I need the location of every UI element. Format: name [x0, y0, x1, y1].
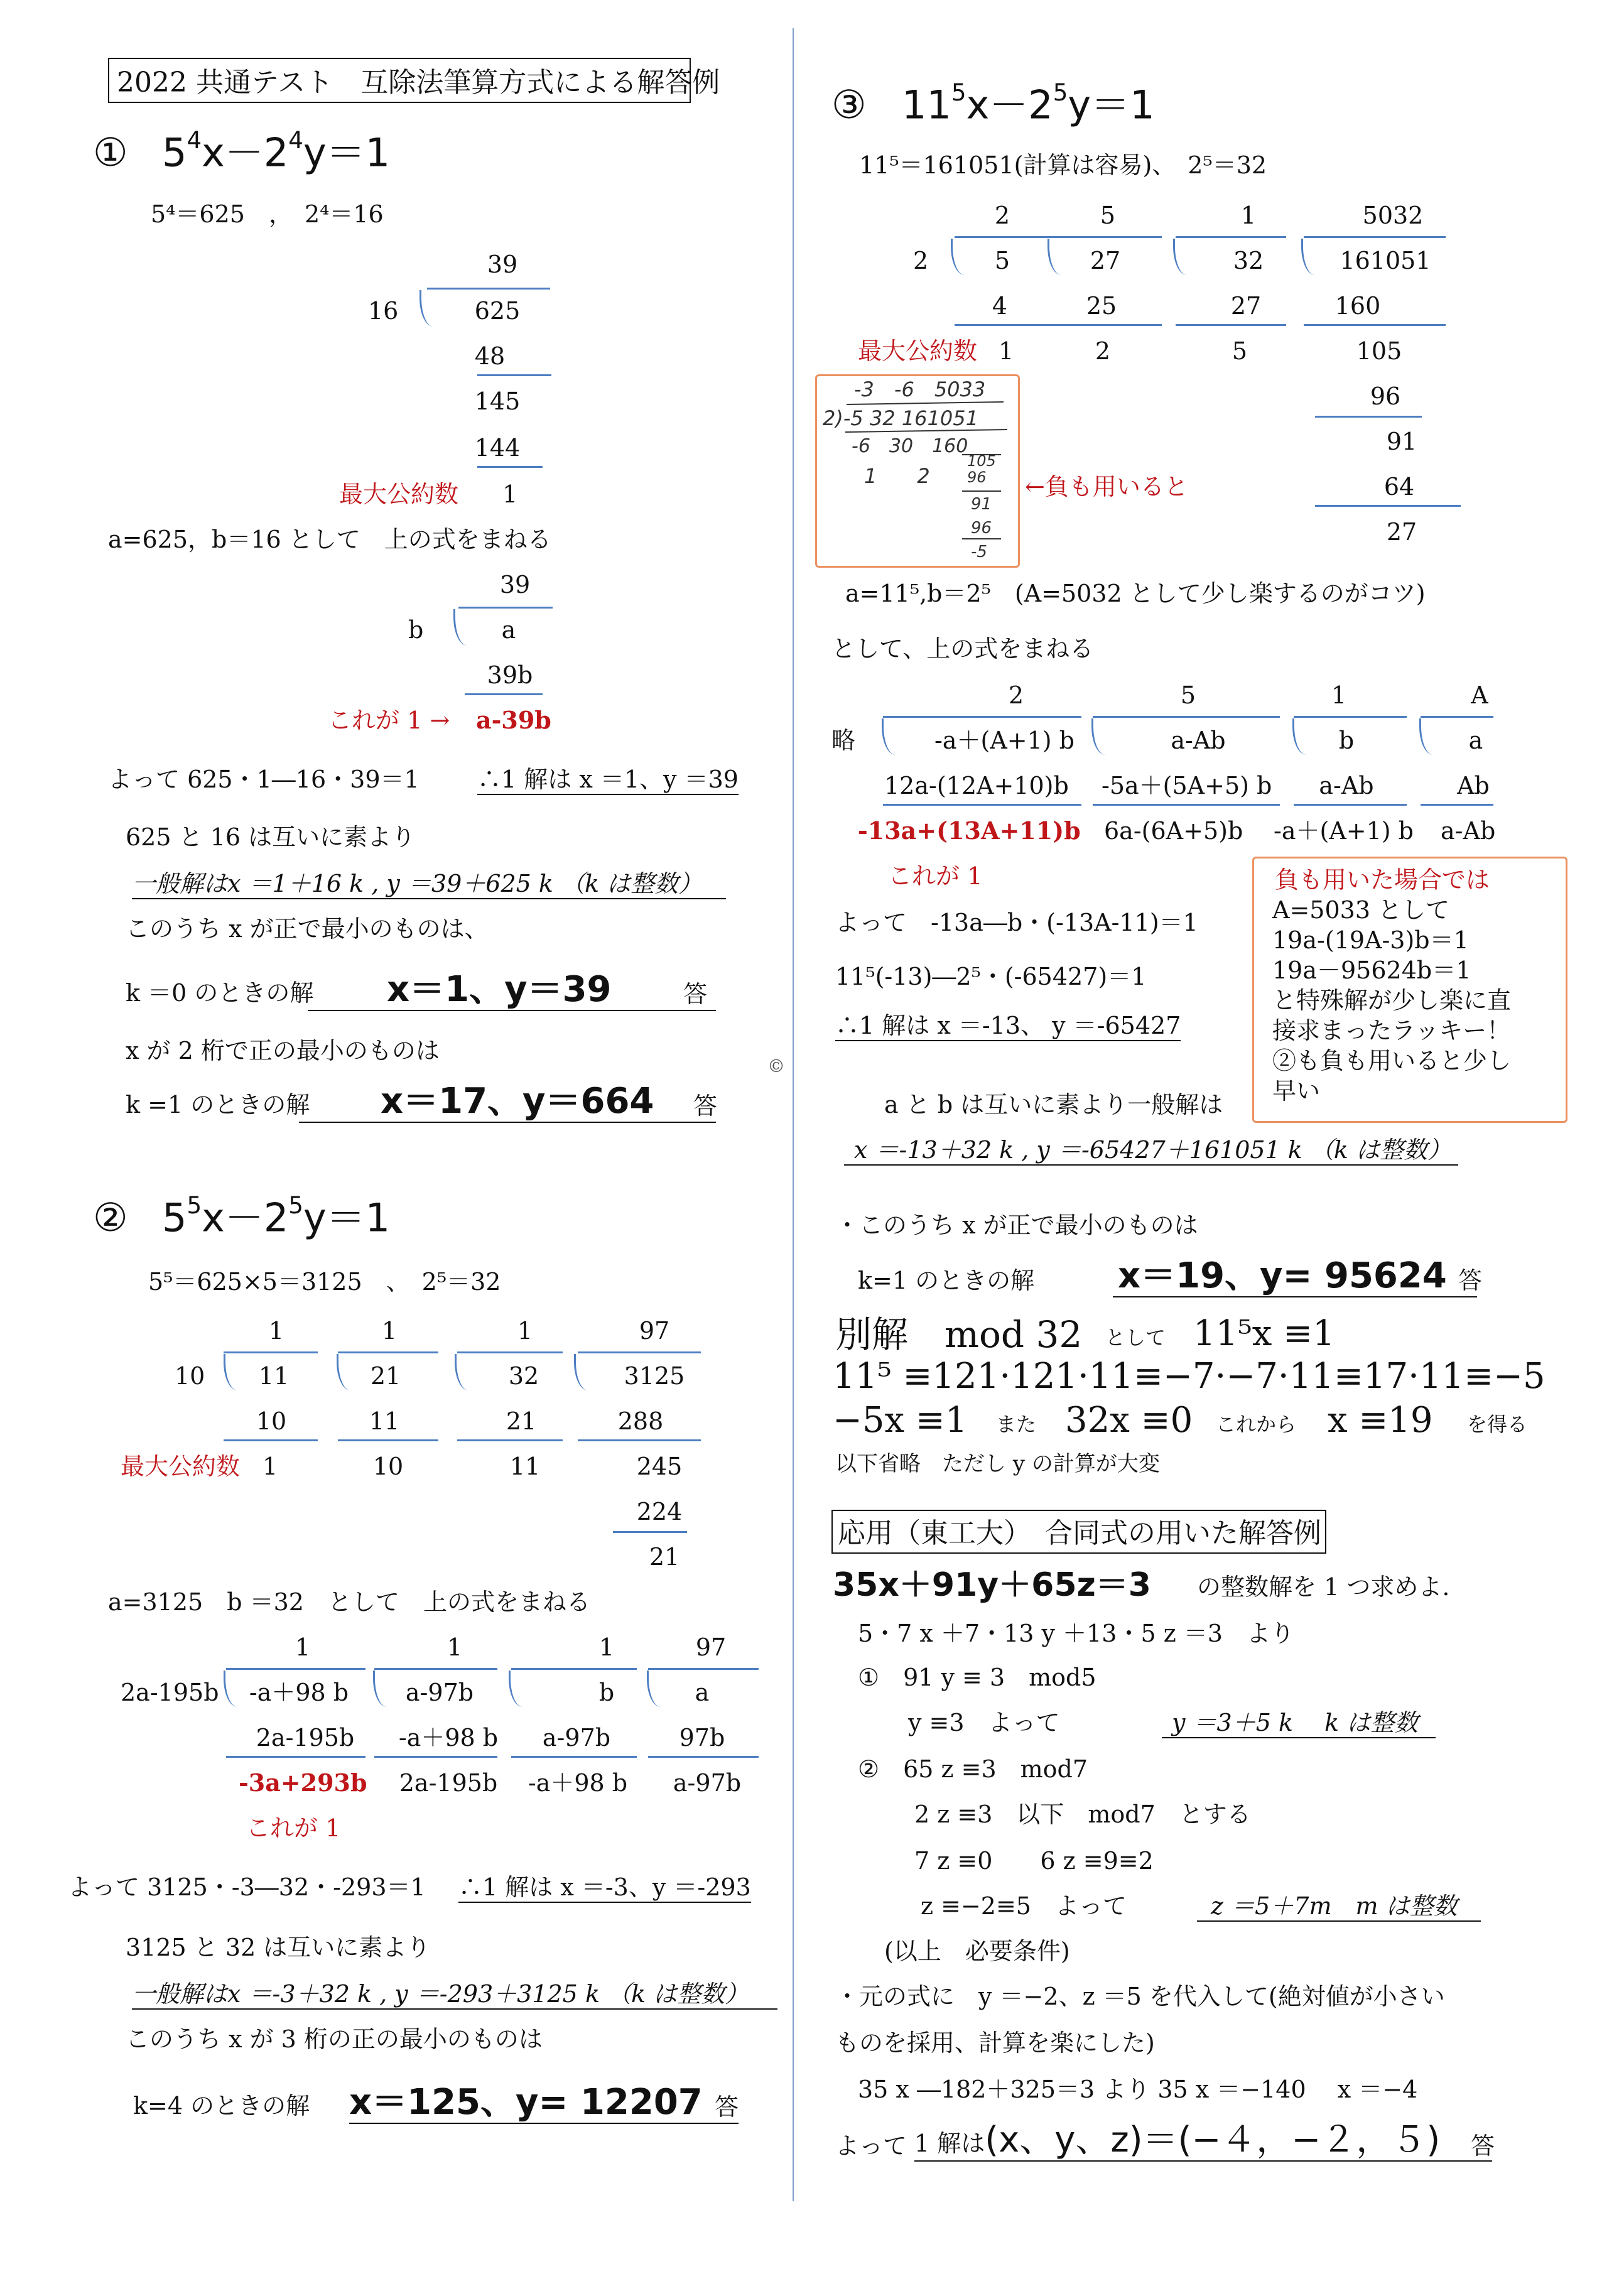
p3-aq1: 2 — [1008, 681, 1024, 709]
p3-powers: 11⁵＝161051(計算は容易)、 2⁵＝32 — [859, 151, 1267, 179]
p2-ar1: -3a+293b — [239, 1768, 367, 1797]
p3-bar2-d — [1304, 324, 1446, 326]
p1-dividend: 625 — [474, 297, 521, 325]
p2-so: よって 3125・-3―32・-293＝1 — [68, 1873, 426, 1901]
app-c2-ans: z ＝5＋7m m は整数 — [1197, 1894, 1481, 1922]
p2-bar2-a — [224, 1439, 318, 1441]
p2-ap4: 97b — [679, 1724, 725, 1752]
p3-r1: 1 — [999, 337, 1014, 365]
hand-rems: 1 2 — [864, 464, 930, 488]
p1-coprime: 625 と 16 は互いに素より — [126, 823, 416, 851]
p3-ap3: a-Ab — [1319, 772, 1374, 799]
p3-coprime: a と b は互いに素より一般解は — [884, 1091, 1223, 1118]
p3-abar-d — [1421, 716, 1493, 718]
p2-solution: ∴1 解は x ＝-3、y ＝-293 — [458, 1875, 751, 1903]
p2-equation: $5^5x-2^5y=1$ — [162, 1191, 391, 1241]
p3-aq2: 5 — [1180, 681, 1196, 709]
p2-r6: 21 — [649, 1543, 680, 1571]
p3-ap2: -5a＋(5A+5) b — [1102, 772, 1272, 799]
p3-abar2-a — [883, 804, 1081, 806]
p2-aq2: 1 — [447, 1633, 463, 1661]
p2-ap2: -a＋98 b — [398, 1724, 499, 1752]
p1-general: 一般解はx ＝1＋16 k , y ＝39＋625 k （k は整数） — [132, 872, 726, 899]
p2-ans-mark: 答 — [715, 2093, 739, 2121]
p2-n3: 32 — [508, 1362, 539, 1390]
p2-r4: 245 — [636, 1453, 683, 1480]
p2-bar2-c — [457, 1439, 563, 1441]
p1-a-dividend: a — [501, 616, 516, 644]
p3-abracket-a — [882, 718, 896, 755]
p1-subst: a=625，b＝16 として 上の式をまねる — [108, 526, 551, 553]
p3-aleft: 略 — [831, 727, 856, 754]
p3-box-l2: A=5033 として — [1272, 896, 1450, 924]
hand-c5: -5 — [971, 543, 987, 561]
app-so: よって — [835, 2132, 907, 2160]
p3-bar-b — [1051, 236, 1162, 238]
alt-c1: 11⁵x ≡1 — [1193, 1313, 1335, 1354]
column-divider — [793, 28, 794, 2201]
p1-a-quotient: 39 — [499, 571, 531, 598]
p3-n3: 32 — [1233, 247, 1264, 274]
p3-min: ・このうち x が正で最小のものは — [835, 1211, 1198, 1239]
copyright-mark: © — [767, 1056, 785, 1076]
p3-bar-d — [1304, 236, 1446, 238]
p2-bar2-b — [338, 1439, 438, 1441]
p3-number: ③ — [831, 82, 867, 127]
alt-label: 別解 mod 32 — [835, 1313, 1083, 1356]
p2-ap3: a-97b — [542, 1724, 611, 1752]
p1-a-bar2 — [465, 693, 543, 695]
p2-k4: k=4 のときの解 — [133, 2092, 310, 2120]
p3-q4: 5032 — [1362, 202, 1424, 229]
p2-r2: 10 — [372, 1453, 404, 1480]
alt-t3: これから — [1216, 1412, 1297, 1436]
p1-r2: 145 — [474, 387, 521, 415]
p3-r8: 27 — [1386, 518, 1417, 546]
p2-ar4: a-97b — [673, 1769, 742, 1797]
p3-box-l3: 19a-(19A-3)b＝1 — [1272, 926, 1469, 954]
app-equation: 35x＋91y＋65z＝3 — [833, 1566, 1151, 1604]
p3-an4: a — [1468, 727, 1483, 754]
p1-divisor: 16 — [368, 297, 399, 325]
p3-box-l5: と特殊解が少し楽に直 — [1272, 987, 1512, 1014]
p2-n2: 21 — [370, 1362, 401, 1390]
app-ans-mark: 答 — [1471, 2132, 1495, 2160]
p2-abar-d — [648, 1668, 759, 1670]
p3-bar4 — [1315, 505, 1461, 507]
p3-bar2-c — [1176, 324, 1286, 326]
p1-a-divisor: b — [408, 616, 424, 644]
hand-prods: -6 30 160 — [852, 435, 968, 457]
p3-p2: 25 — [1086, 292, 1117, 320]
p3-n1: 5 — [994, 247, 1010, 274]
p2-r3: 11 — [509, 1453, 541, 1480]
p3-abar-c — [1294, 716, 1407, 718]
p3-box-l6: 接求まったラッキー！ — [1272, 1017, 1511, 1044]
p3-r4: 105 — [1356, 337, 1402, 365]
p2-aq3: 1 — [598, 1633, 615, 1661]
p3-abar-b — [1093, 716, 1280, 718]
p1-k0: k ＝0 のときの解 — [126, 979, 314, 1007]
p2-q4: 97 — [639, 1317, 670, 1345]
p2-gcd-label: 最大公約数 — [121, 1453, 241, 1480]
p2-p2: 11 — [369, 1407, 400, 1435]
p1-ans-mark1: 答 — [683, 980, 708, 1008]
p3-r7: 64 — [1383, 473, 1415, 501]
p3-q2: 5 — [1100, 202, 1116, 229]
p3-bar2-b — [1051, 324, 1162, 326]
p3-abracket-b — [1091, 718, 1105, 755]
p3-solution: ∴1 解は x ＝-13、 y ＝-65427 — [835, 1014, 1181, 1041]
p3-bar2-a — [955, 324, 1055, 326]
p3-left: 2 — [913, 247, 929, 274]
p1-k1: k =1 のときの解 — [126, 1091, 310, 1118]
p2-q3: 1 — [517, 1317, 533, 1345]
p2-abar-b — [374, 1668, 497, 1670]
p2-abar2-d — [648, 1756, 759, 1758]
p3-ar2: 6a-(6A+5)b — [1104, 817, 1243, 845]
p1-number: ① — [93, 129, 128, 175]
p2-aleft: 2a-195b — [121, 1679, 219, 1706]
p3-subst2: として、上の式をまねる — [831, 635, 1094, 663]
p1-note: これが 1 → — [328, 707, 450, 734]
alt-c4: 32x ≡0 — [1065, 1400, 1193, 1441]
p2-q1: 1 — [268, 1317, 284, 1345]
p3-aq3: 1 — [1331, 681, 1347, 709]
p3-box-l8: 早い — [1272, 1077, 1321, 1105]
app-c1-ans: y ＝3＋5 k k は整数 — [1162, 1711, 1436, 1738]
alt-c5: x ≡19 — [1328, 1400, 1433, 1441]
p1-powers: 5⁴＝625 ， 2⁴＝16 — [151, 200, 384, 228]
hand-c2: 96 — [967, 468, 987, 486]
p3-ap1: 12a-(12A+10)b — [884, 772, 1069, 799]
p3-so2: 11⁵(-13)―2⁵・(-65427)＝1 — [835, 963, 1147, 990]
p2-p4: 288 — [617, 1407, 664, 1435]
p3-r5: 96 — [1370, 382, 1401, 410]
p1-a-bar — [458, 607, 553, 609]
p3-bar3 — [1315, 416, 1422, 418]
p2-q2: 1 — [381, 1317, 398, 1345]
p2-n1: 11 — [258, 1362, 290, 1390]
p2-bar-a — [224, 1351, 318, 1353]
app-calc: 35 x ―182＋325＝3 より 35 x ＝−140 x ＝−4 — [858, 2076, 1418, 2103]
p2-p1: 10 — [256, 1407, 287, 1435]
p3-aq4: A — [1471, 681, 1488, 709]
p3-answer: x＝19、y= 95624 — [1113, 1259, 1477, 1297]
p3-so1: よって -13a―b・(-13A-11)＝1 — [835, 909, 1198, 936]
app-sub2: ものを採用、計算を楽にした) — [835, 2029, 1155, 2057]
p2-n4: 3125 — [624, 1362, 685, 1390]
p1-bar3 — [477, 466, 543, 468]
p2-abracket-c — [509, 1671, 522, 1707]
app-c2: ② 65 z ≡3 mod7 — [858, 1755, 1088, 1783]
app-title: 応用（東工大） 合同式の用いた解答例 — [838, 1517, 1321, 1549]
app-c2c: 7 z ≡0 6 z ≡9≡2 — [914, 1847, 1154, 1875]
p3-an1: -a＋(A+1) b — [934, 727, 1075, 754]
p1-a-r1: 39b — [487, 661, 533, 689]
app-l1: 5・7 x ＋7・13 y ＋13・5 z ＝3 より — [858, 1620, 1294, 1647]
p3-box-l7: ②も負も用いると少し — [1272, 1047, 1512, 1075]
p2-bar3 — [613, 1531, 687, 1533]
hand-line: 2)-5 32 161051 — [823, 406, 978, 430]
p3-q3: 1 — [1240, 202, 1257, 229]
alt-c2: 11⁵ ≡121·121·11≡−7·−7·11≡17·11≡−5 — [833, 1356, 1546, 1397]
p2-coprime: 3125 と 32 は互いに素より — [126, 1934, 431, 1961]
p3-subst1: a=11⁵,b＝2⁵ (A=5032 として少し楽するのがコツ) — [845, 580, 1426, 607]
p3-k1: k=1 のときの解 — [858, 1267, 1035, 1294]
p3-an3: b — [1338, 727, 1355, 754]
p2-general: 一般解はx ＝-3＋32 k , y ＝-293＋3125 k （k は整数） — [132, 1982, 777, 2010]
p3-r2: 2 — [1095, 337, 1111, 365]
p3-p4: 160 — [1334, 292, 1381, 320]
p3-abar-a — [883, 716, 1081, 718]
p3-box-l1: 負も用いた場合では — [1275, 866, 1490, 894]
p3-p1: 4 — [992, 292, 1008, 320]
p2-an2: a-97b — [405, 1679, 474, 1706]
p3-bar-a — [955, 236, 1055, 238]
p3-ans-mark: 答 — [1458, 1267, 1483, 1294]
hand-c4: 96 — [971, 519, 992, 538]
p2-abar-c — [511, 1668, 637, 1670]
p2-number: ② — [93, 1194, 128, 1240]
p3-abar2-c — [1294, 804, 1407, 806]
p2-abar-a — [226, 1668, 365, 1670]
app-c2d: z ≡−2≡5 よって — [921, 1892, 1127, 1920]
p1-so: よって 625・1―16・39＝1 — [108, 766, 420, 793]
p2-ar3: -a＋98 b — [528, 1769, 628, 1797]
hand-quotients: -3 -6 5033 — [854, 377, 986, 401]
app-c1: ① 91 y ≡ 3 mod5 — [858, 1664, 1096, 1691]
p2-note: これが 1 — [246, 1814, 341, 1842]
p1-equation: $5^4x-2^4y=1$ — [162, 126, 391, 176]
p3-ar3: -a＋(A+1) b — [1274, 817, 1414, 845]
p1-r1: 48 — [474, 342, 506, 370]
p2-r5: 224 — [636, 1498, 683, 1525]
p1-min: このうち x が正で最小のものは、 — [126, 915, 489, 943]
p2-left: 10 — [175, 1362, 205, 1390]
hand-c1: 105 — [967, 452, 996, 470]
p1-answer1: x＝1、y＝39 — [308, 972, 716, 1011]
p3-ar1: -13a+(13A+11)b — [858, 816, 1081, 845]
p2-an1: -a＋98 b — [249, 1679, 349, 1706]
p3-bracket-c — [1173, 239, 1187, 275]
p1-two-digit: x が 2 桁で正の最小のものは — [126, 1037, 440, 1064]
p2-p3: 21 — [506, 1407, 537, 1435]
hand-strokes — [815, 374, 1020, 568]
p3-n4: 161051 — [1340, 247, 1431, 274]
page-title: 2022 共通テスト 互除法筆算方式による解答例 — [117, 67, 720, 99]
app-c1b: y ≡3 よって — [908, 1709, 1060, 1736]
p1-quotient: 39 — [487, 251, 518, 278]
p2-ar2: 2a-195b — [399, 1769, 498, 1797]
app-final-line: 1 解は(x、y、z)＝(−４，−２，５) — [914, 2123, 1492, 2162]
p2-an3: b — [598, 1679, 615, 1706]
p2-bar2-d — [578, 1439, 701, 1441]
p3-equation: $11^5x-2^5y=1$ — [902, 78, 1155, 128]
p3-q1: 2 — [994, 202, 1010, 229]
p3-r3: 5 — [1232, 337, 1248, 365]
p3-note: これが 1 — [888, 862, 983, 890]
alt-omit: 以下省略 ただし y の計算が大変 — [835, 1451, 1160, 1476]
p2-an4: a — [695, 1679, 710, 1706]
app-c2b: 2 z ≡3 以下 mod7 とする — [914, 1801, 1251, 1828]
p2-r1: 1 — [263, 1453, 278, 1480]
p2-answer: x＝125、y= 12207 — [349, 2085, 739, 2124]
p3-ar4: a-Ab — [1441, 817, 1496, 845]
app-nec: (以上 必要条件) — [884, 1937, 1070, 1965]
p2-abar2-a — [226, 1756, 365, 1758]
p1-bar2 — [477, 374, 551, 376]
p2-bar-d — [578, 1351, 701, 1353]
p3-box-l4: 19a－95624b＝1 — [1272, 956, 1471, 984]
p3-neg-note: ←負も用いると — [1025, 473, 1188, 501]
p1-ans-mark2: 答 — [693, 1092, 718, 1120]
hand-c3: 91 — [971, 495, 992, 514]
app-sub1: ・元の式に y ＝−2、z ＝5 を代入して(絶対値が小さい — [835, 1983, 1445, 2010]
p1-solution: ∴1 解は x ＝1、y ＝39 — [477, 767, 739, 795]
alt-c3: −5x ≡1 — [833, 1400, 968, 1441]
p3-p3: 27 — [1230, 292, 1262, 320]
alt-t4: を得る — [1467, 1412, 1528, 1436]
p2-powers: 5⁵＝625×5＝3125 、 2⁵＝32 — [148, 1268, 501, 1296]
p1-gcd-value: 1 — [502, 480, 518, 508]
p3-gcd-label: 最大公約数 — [858, 337, 978, 365]
p3-r6: 91 — [1386, 428, 1417, 455]
p1-gcd-label: 最大公約数 — [339, 480, 459, 508]
p3-abar2-b — [1093, 804, 1280, 806]
app-eq-tail: の整数解を 1 つ求めよ. — [1197, 1573, 1450, 1601]
alt-t2: また — [996, 1412, 1037, 1436]
p2-abar2-c — [511, 1756, 637, 1758]
p1-div-bracket — [420, 290, 433, 327]
p2-bar-b — [338, 1351, 438, 1353]
p3-n2: 27 — [1090, 247, 1121, 274]
p3-an2: a-Ab — [1171, 727, 1226, 754]
p3-ap4: Ab — [1457, 772, 1490, 799]
p2-subst: a=3125 b ＝32 として 上の式をまねる — [108, 1588, 590, 1616]
p2-abracket-a — [224, 1671, 237, 1707]
p3-general: x ＝-13＋32 k , y ＝-65427＋161051 k （k は整数） — [844, 1138, 1458, 1166]
p2-ap1: 2a-195b — [256, 1724, 355, 1752]
p2-aq4: 97 — [695, 1633, 727, 1661]
p3-bar-c — [1176, 236, 1286, 238]
p2-min: このうち x が 3 桁の正の最小のものは — [126, 2025, 543, 2053]
p1-div-bar — [427, 288, 550, 290]
p1-answer2: x＝17、y＝664 — [299, 1084, 716, 1123]
p1-r3: 144 — [474, 434, 521, 462]
p2-bar-c — [457, 1351, 563, 1353]
p3-abar2-d — [1421, 804, 1493, 806]
p1-a-r2: a-39b — [476, 706, 551, 734]
p2-abar2-b — [374, 1756, 497, 1758]
alt-t1: として — [1105, 1326, 1166, 1350]
p2-aq1: 1 — [295, 1633, 311, 1661]
